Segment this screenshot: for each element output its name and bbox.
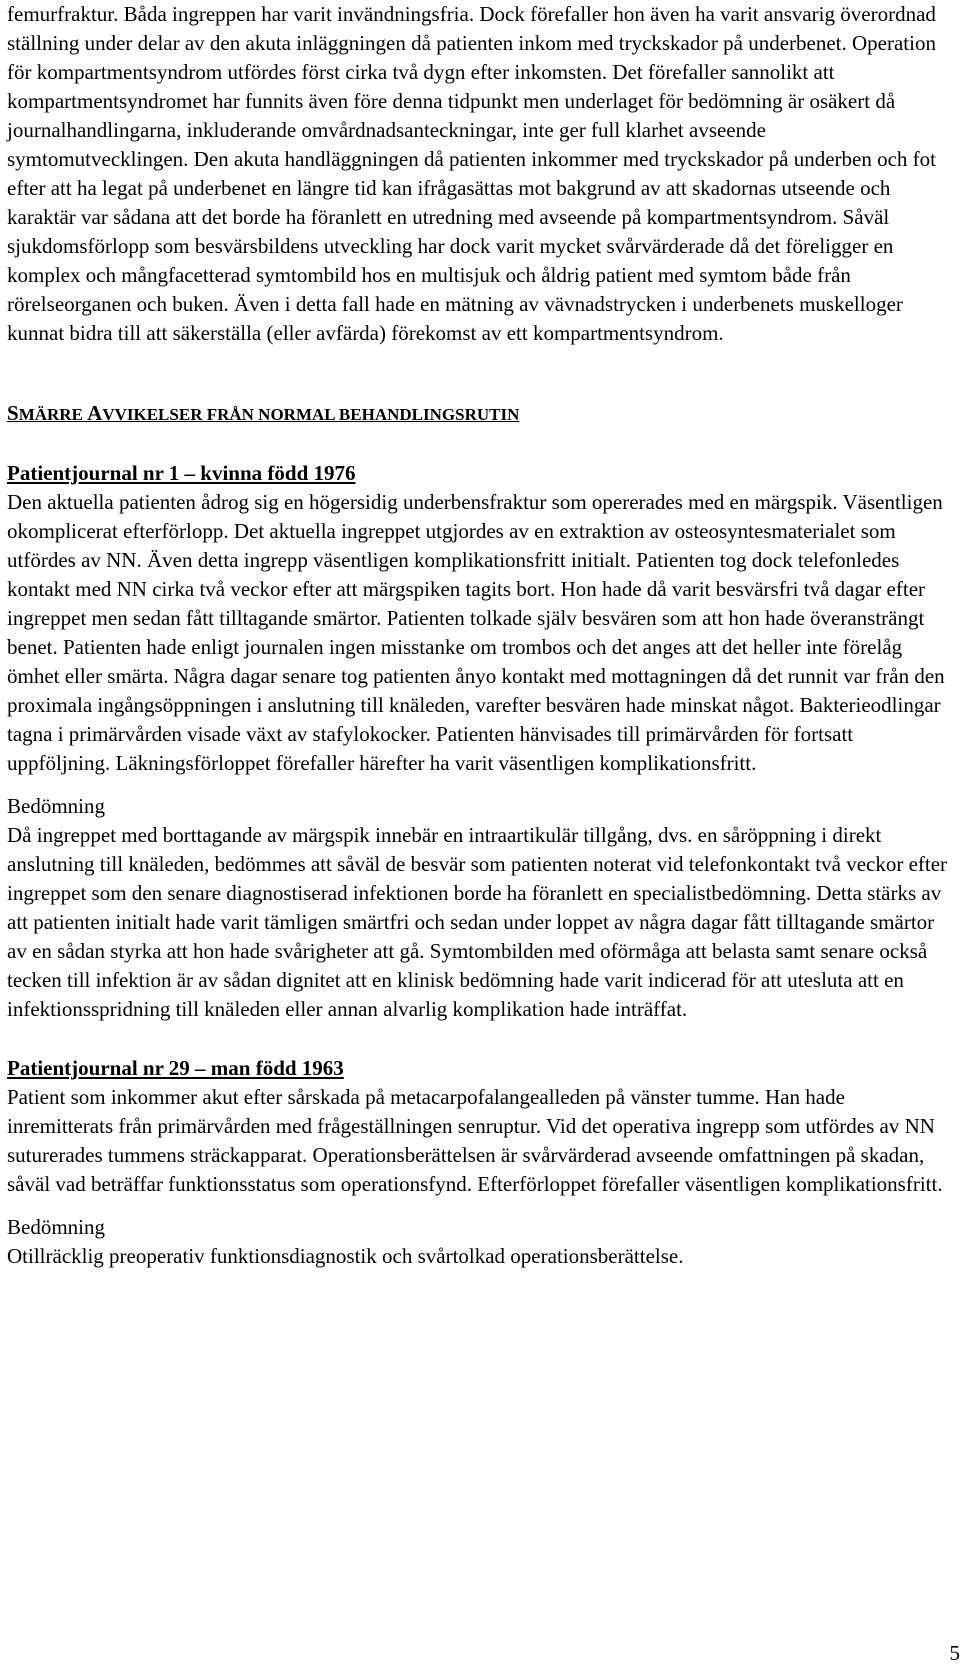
case-1-assessment-label: Bedömning	[7, 794, 105, 818]
section-heading	[7, 401, 951, 427]
intro-paragraph: femurfraktur. Båda ingreppen har varit invändningsfria. Dock förefaller hon även ha varit ansvarig överordnad ställning under delar av den akuta inläggningen då patienten inkom med tryckskador på underbenet. Operation för kompartmentsyndrom utfördes först cirka två dygn efter inkomsten. Det förefaller sannolikt att kompartmentsyndromet har funnits även före denna tidpunkt men underlaget för bedömning är osäkert då journalhandlingarna, inkluderande omvårdnadsanteckningar, inte ger full klarhet avseende symtomutvecklingen. Den akuta handläggningen då patienten inkommer med tryckskador på underben och fot efter att ha legat på underbenet en längre tid kan ifrågasättas mot bakgrund av att skadornas utseende och karaktär var sådana att det borde ha föranlett en utredning med avseende på kompartmentsyndrom. Såväl sjukdomsförlopp som besvärsbildens utveckling har dock varit mycket svårvärderade då det föreligger en komplex och mångfacetterad symtombild hos en multisjuk och åldrig patient med symtom både från rörelseorganen och buken. Även i detta fall hade en mätning av vävnadstrycken i underbenets muskelloger kunnat bidra till att säkerställa (eller avfärda) förekomst av ett kompartmentsyndrom.	[7, 2, 936, 345]
case-1-assessment: Då ingreppet med borttagande av märgspik innebär en intraartikulär tillgång, dvs. en såröppning i direkt anslutning till knäleden, bedömmes att såväl de besvär som patienten noterat vid telefonkontakt två veckor efter ingreppet som den senare diagnostiserad infektionen borde ha föranlett en specialistbedömning. Detta stärks av att patienten initialt hade varit tämligen smärtfri och sedan under loppet av några dagar fått tilltagande smärtor av en sådan styrka att hon hade svårigheter att gå. Symtombilden med oförmåga att belasta samt senare också tecken till infektion är av sådan dignitet att en klinisk bedömning hade varit indicerad för att utesluta att en infektionsspridning till knäleden eller annan alvarlig komplikation hade inträffat.	[7, 823, 948, 1021]
case-29-assessment-label: Bedömning	[7, 1215, 105, 1239]
case-29-assessment: Otillräcklig preoperativ funktionsdiagnostik och svårtolkad operationsberättelse.	[7, 1244, 684, 1268]
document-page	[7, 0, 951, 1271]
case-1-body: Den aktuella patienten ådrog sig en högersidig underbensfraktur som opererades med en märgspik. Väsentligen okomplicerat efterförlopp. Det aktuella ingreppet utgjordes av en extraktion av osteosyntesmaterialet som utfördes av NN. Även detta ingrepp väsentligen komplikationsfritt initialt. Patienten tog dock telefonledes kontakt med NN cirka två veckor efter att märgspiken tagits bort. Hon hade då varit besvärsfri två dagar efter ingreppet men sedan fått tilltagande smärtor. Patienten tolkade själv besvären som att hon hade överansträngt benet. Patienten hade enligt journalen ingen misstanke om trombos och det anges att det heller inte förelåg ömhet eller smärta. Några dagar senare tog patienten ånyo kontakt med mottagningen då det runnit var från den proximala ingångsöppningen i anslutning till knäleden, varefter besvären hade minskat något. Bakterieodlingar tagna i primärvården visade växt av stafylokocker. Patienten hänvisades till primärvården för fortsatt uppföljning. Läkningsförloppet förefaller härefter ha varit väsentligen komplikationsfritt.	[7, 490, 945, 775]
case-29-title: Patientjournal nr 29 – man född 1963	[7, 1056, 344, 1080]
section-heading-rest-1: MÄRRE	[18, 405, 88, 424]
section-heading-rest-2: VVIKELSER FRÅN NORMAL BEHANDLINGSRUTIN	[102, 405, 520, 424]
section-heading-cap-2: A	[87, 401, 103, 425]
section-heading-cap-1: S	[7, 401, 19, 425]
case-29-body: Patient som inkommer akut efter sårskada på metacarpofalangealleden på vänster tumme. Han hade inremitterats från primärvården med frågeställningen senruptur. Vid det operativa ingrepp som utfördes av NN suturerades tummens sträckapparat. Operationsberättelsen är svårvärderad avseende omfattningen på skadan, såväl vad beträffar funktionsstatus som operationsfynd. Efterförloppet förefaller väsentligen komplikationsfritt.	[7, 1085, 943, 1196]
page-number: 5	[949, 1641, 960, 1665]
case-1-title: Patientjournal nr 1 – kvinna född 1976	[7, 461, 356, 485]
